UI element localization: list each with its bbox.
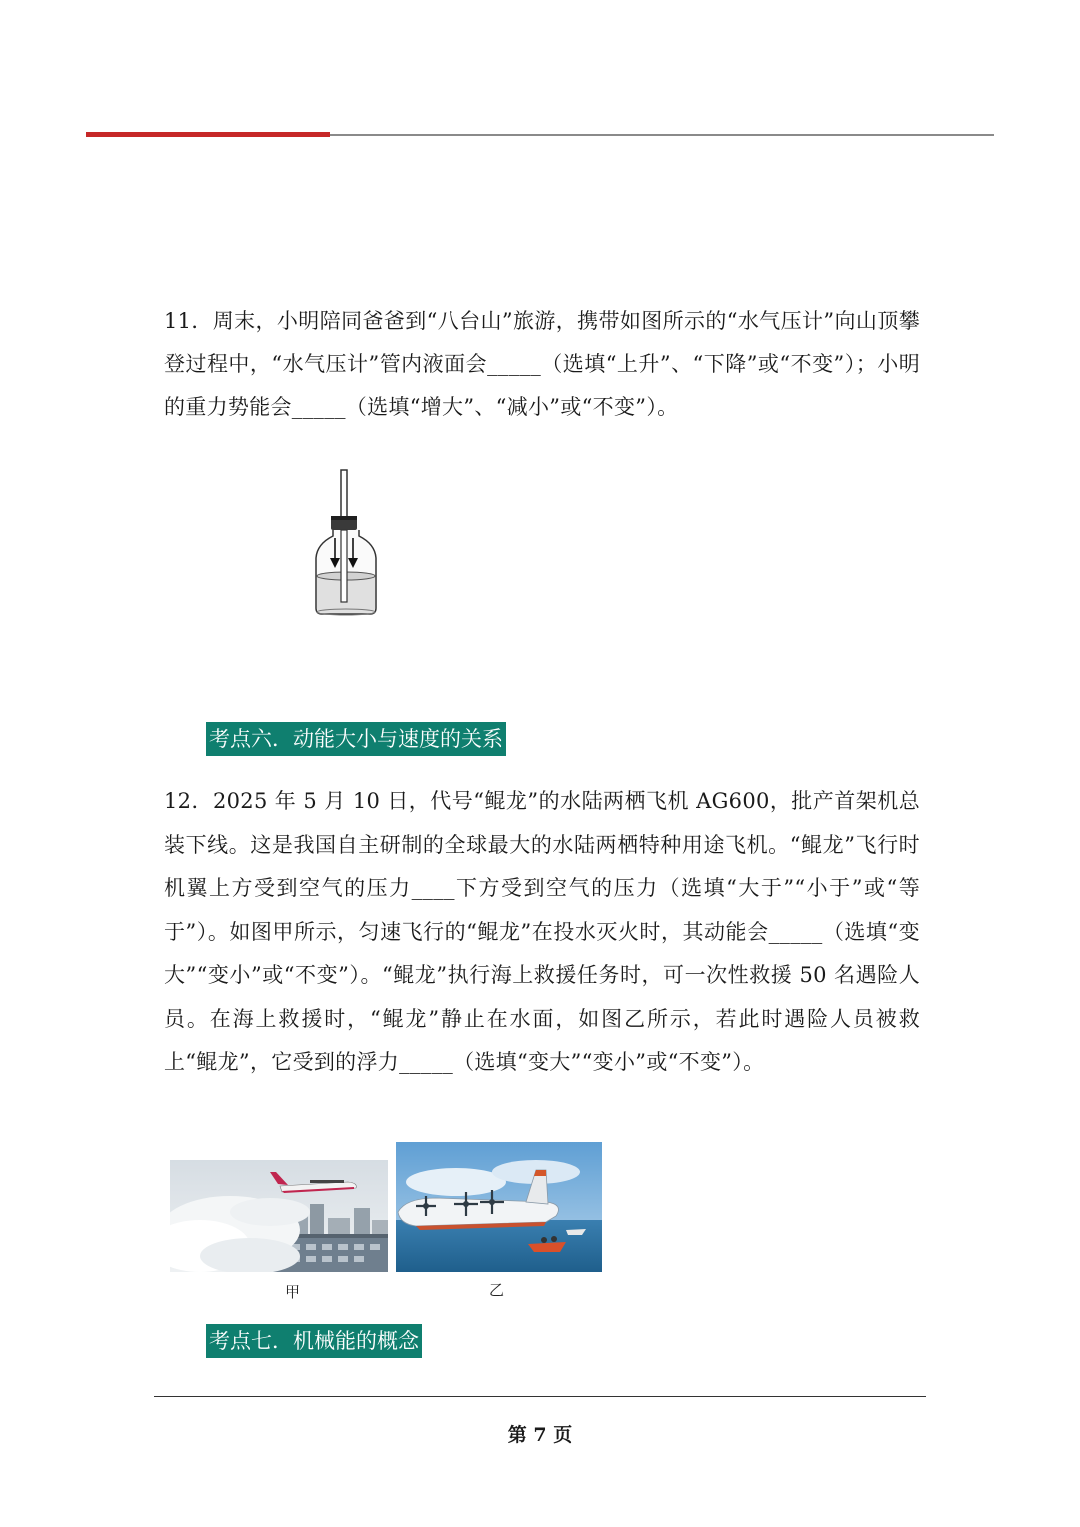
question-11-text: 11．周末，小明陪同爸爸到“八台山”旅游，携带如图所示的“水气压计”向山顶攀登过程中，“水气压计”管内液面会_____（选填“上升”、“下降”或“不变”）；小明的重力势能会_____（选填“增大”、“减小”或“不变”）。: [164, 309, 920, 419]
water-barometer-figure: [300, 466, 392, 620]
firefighting-aircraft-photo: [170, 1160, 388, 1272]
section-heading-7: 考点七．机械能的概念: [206, 1324, 422, 1358]
page-number: 第 7 页: [507, 1424, 573, 1446]
header-accent-bar: [86, 132, 330, 137]
figure-a-caption: 甲: [285, 1283, 301, 1301]
question-12-text: 12．2025 年 5 月 10 日，代号“鲲龙”的水陆两栖飞机 AG600，批产首架机总装下线。这是我国自主研制的全球最大的水陆两栖特种用途飞机。“鲲龙”飞行时机翼上方受到空气的压力____下方受到空气的压力（选填“大于”“小于”或“等于”）。如图甲所示，匀速飞行的“鲲龙”在投水灭火时，其动能会_____（选填“变大”“变小”或“不变”）。“鲲龙”执行海上救援任务时，可一次性救援 50 名遇险人员。在海上救援时，“鲲龙”静止在水面，如图乙所示，若此时遇险人员被救上“鲲龙”，它受到的浮力_____（选填“变大”“变小”或“不变”）。: [164, 789, 920, 1074]
sea-rescue-aircraft-photo: [396, 1142, 602, 1272]
footer-rule: [154, 1396, 926, 1397]
figure-b-caption: 乙: [489, 1281, 505, 1299]
section-heading-6: 考点六．动能大小与速度的关系: [206, 722, 506, 756]
